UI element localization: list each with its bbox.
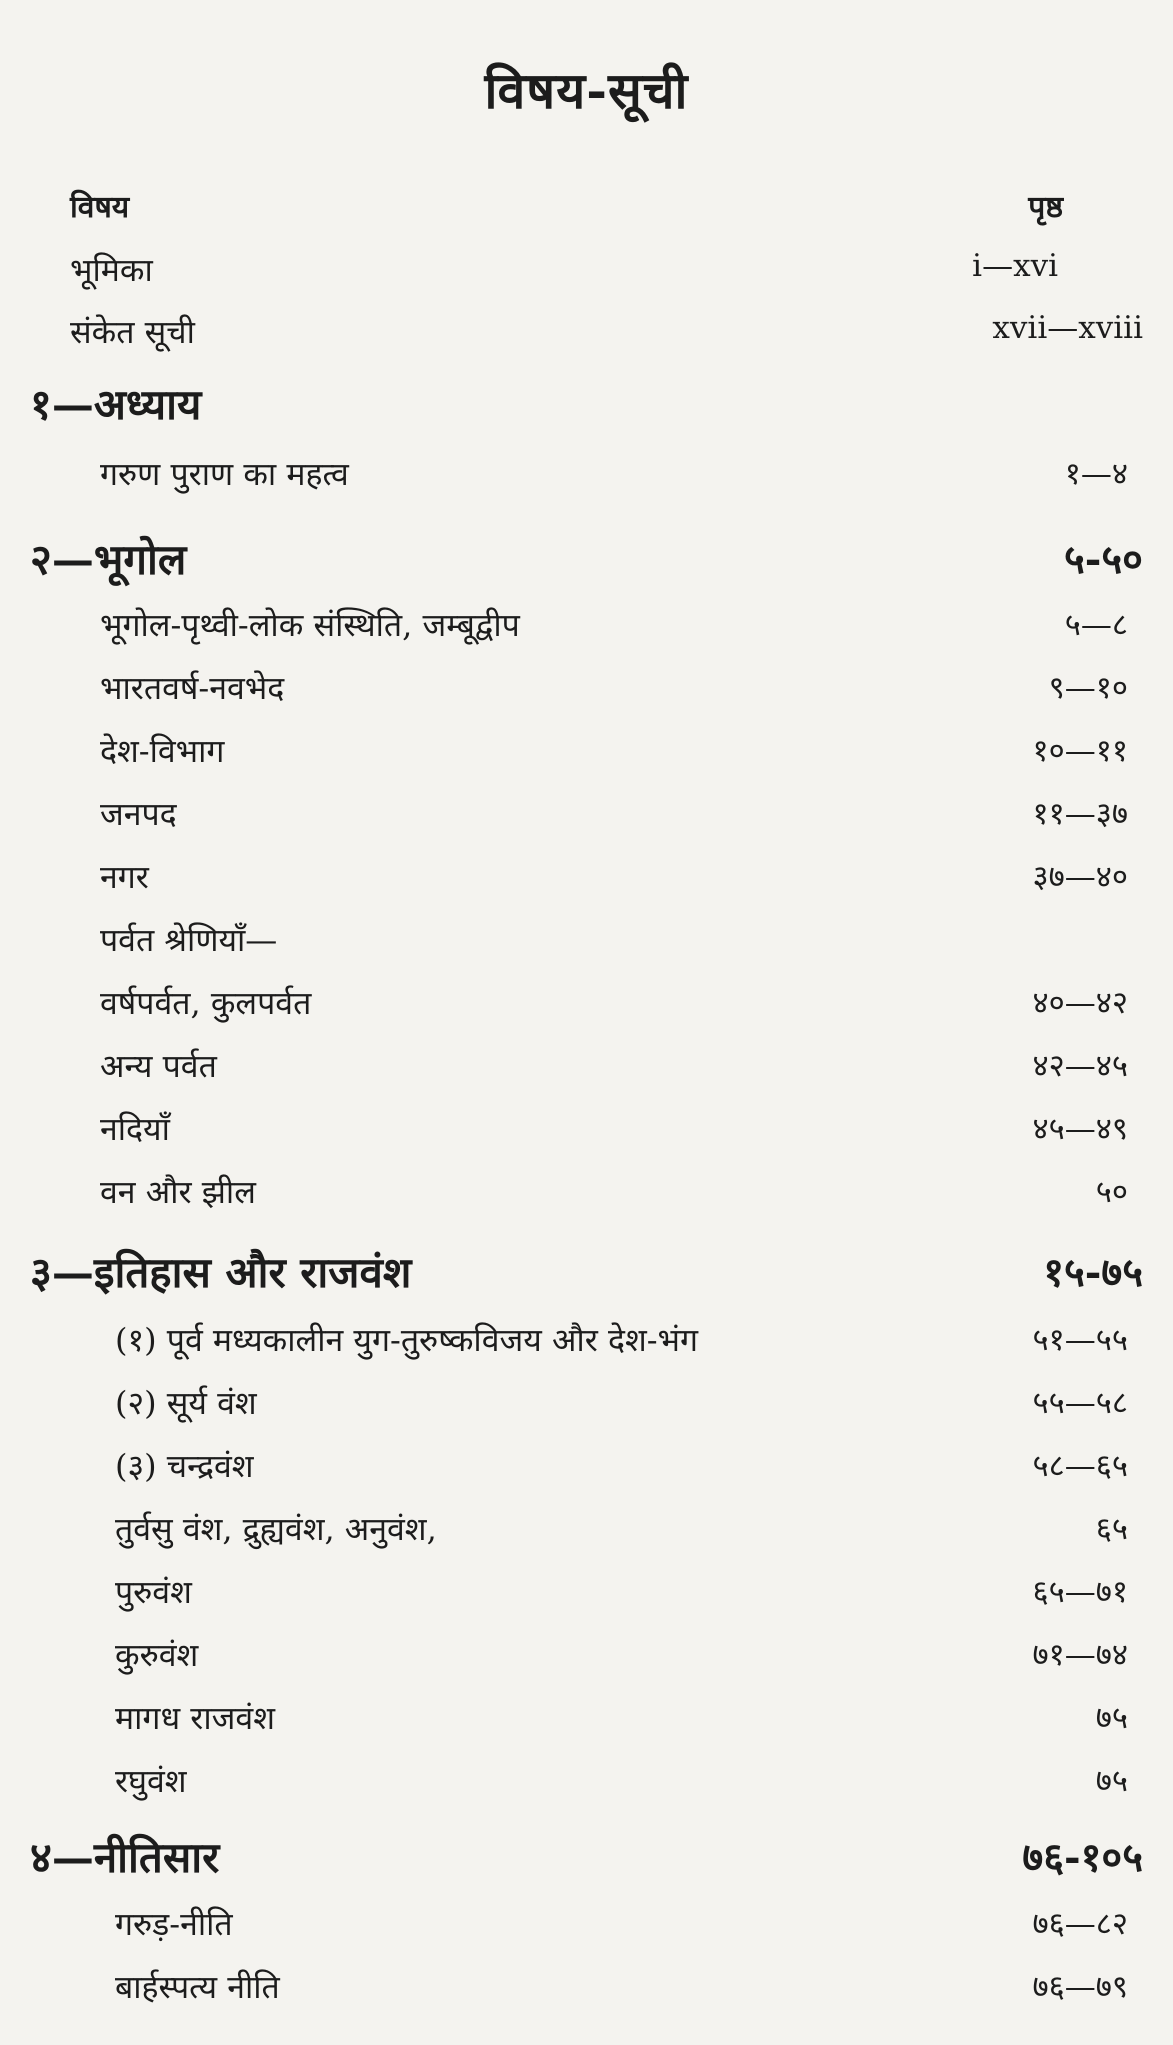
column-header-row: [0, 185, 1173, 243]
entry-label: भूमिका: [70, 251, 153, 289]
column-header-page: पृष्ठ: [1028, 190, 1063, 225]
toc-entry-row: [0, 1170, 1173, 1228]
page-title: विषय-सूची: [484, 61, 689, 120]
entry-pages: ७५: [1095, 1700, 1128, 1736]
entry-pages: ४५—४९: [1032, 1111, 1128, 1147]
chapter-pages: १५-७५: [1043, 1249, 1143, 1296]
toc-entry-row: [0, 1507, 1173, 1565]
entry-label: तुर्वसु वंश, द्रुह्यवंश, अनुवंश,: [115, 1510, 437, 1548]
entry-pages: ५५—५८: [1032, 1385, 1128, 1421]
entry-label: देश-विभाग: [100, 732, 225, 770]
entry-pages: i—xvi: [972, 248, 1058, 284]
toc-entry-row: [0, 1965, 1173, 2023]
entry-pages: १०—११: [1032, 733, 1128, 769]
toc-entry-row: [0, 981, 1173, 1039]
chapter-heading: ४—नीतिसार: [30, 1833, 220, 1882]
entry-pages: ५१—५५: [1032, 1322, 1128, 1358]
toc-entry-row: [0, 1759, 1173, 1817]
front-matter-row: [0, 248, 1173, 306]
entry-pages: ४०—४२: [1032, 985, 1128, 1021]
entry-label: वर्षपर्वत, कुलपर्वत: [100, 984, 312, 1022]
toc-entry-row: [0, 1633, 1173, 1691]
toc-entry-row: [0, 1902, 1173, 1960]
column-header-subject: विषय: [70, 190, 130, 225]
entry-pages: ७६—८२: [1032, 1906, 1128, 1942]
entry-pages: ५०: [1095, 1174, 1128, 1210]
entry-label: पर्वत श्रेणियाँ—: [100, 921, 278, 959]
toc-entry-row: [0, 1107, 1173, 1165]
chapter-heading: १—अध्याय: [30, 380, 202, 429]
toc-entry-row: [0, 918, 1173, 976]
toc-entry-row: [0, 1696, 1173, 1754]
entry-label: भूगोल-पृथ्वी-लोक संस्थिति, जम्बूद्वीप: [100, 606, 520, 644]
toc-entry-row: [0, 1044, 1173, 1102]
toc-entry-row: [0, 855, 1173, 913]
entry-label: नदियाँ: [100, 1110, 170, 1148]
chapter-heading: २—भूगोल: [30, 535, 187, 584]
chapter-heading-row: [0, 530, 1173, 588]
entry-label: (२) सूर्य वंश: [115, 1384, 257, 1422]
front-matter-row: [0, 310, 1173, 368]
entry-pages: ७६—७९: [1032, 1969, 1128, 2005]
entry-pages: ७५: [1095, 1763, 1128, 1799]
toc-entry-row: [0, 792, 1173, 850]
entry-label: वन और झील: [100, 1173, 256, 1211]
entry-label: कुरुवंश: [115, 1636, 199, 1674]
chapter-heading-row: [0, 1828, 1173, 1886]
entry-label: जनपद: [100, 795, 177, 833]
chapter-pages: ७६-१०५: [1022, 1834, 1143, 1881]
entry-pages: ५—८: [1064, 607, 1128, 643]
entry-pages: ४२—४५: [1032, 1048, 1128, 1084]
entry-label: (१) पूर्व मध्यकालीन युग-तुरुष्कविजय और देश-भंग: [115, 1321, 699, 1359]
toc-entry-row: [0, 1318, 1173, 1376]
entry-pages: xvii—xviii: [992, 310, 1143, 346]
entry-label: (३) चन्द्रवंश: [115, 1447, 254, 1485]
chapter-heading-row: [0, 375, 1173, 433]
entry-label: रघुवंश: [115, 1762, 187, 1800]
entry-pages: ११—३७: [1032, 796, 1128, 832]
entry-label: अन्य पर्वत: [100, 1047, 217, 1085]
entry-pages: ६५: [1095, 1511, 1128, 1547]
toc-entry-row: [0, 452, 1173, 510]
entry-label: भारतवर्ष-नवभेद: [100, 669, 285, 707]
entry-pages: ५८—६५: [1032, 1448, 1128, 1484]
toc-entry-row: [0, 603, 1173, 661]
entry-label: गरुड़-नीति: [115, 1905, 233, 1943]
toc-entry-row: [0, 729, 1173, 787]
entry-pages: ७१—७४: [1032, 1637, 1128, 1673]
toc-entry-row: [0, 666, 1173, 724]
entry-label: गरुण पुराण का महत्व: [100, 455, 349, 493]
entry-label: नगर: [100, 858, 149, 896]
entry-pages: ३७—४०: [1032, 859, 1128, 895]
chapter-pages: ५-५०: [1063, 536, 1143, 583]
entry-label: पुरुवंश: [115, 1573, 192, 1611]
entry-label: मागध राजवंश: [115, 1699, 275, 1737]
toc-entry-row: [0, 1444, 1173, 1502]
toc-entry-row: [0, 1381, 1173, 1439]
toc-entry-row: [0, 1570, 1173, 1628]
entry-pages: १—४: [1064, 456, 1128, 492]
entry-pages: ६५—७१: [1032, 1574, 1128, 1610]
entry-label: संकेत सूची: [70, 313, 195, 351]
chapter-heading-row: [0, 1243, 1173, 1301]
entry-label: बार्हस्पत्य नीति: [115, 1968, 280, 2006]
chapter-heading: ३—इतिहास और राजवंश: [30, 1248, 412, 1297]
entry-pages: ९—१०: [1048, 670, 1128, 706]
